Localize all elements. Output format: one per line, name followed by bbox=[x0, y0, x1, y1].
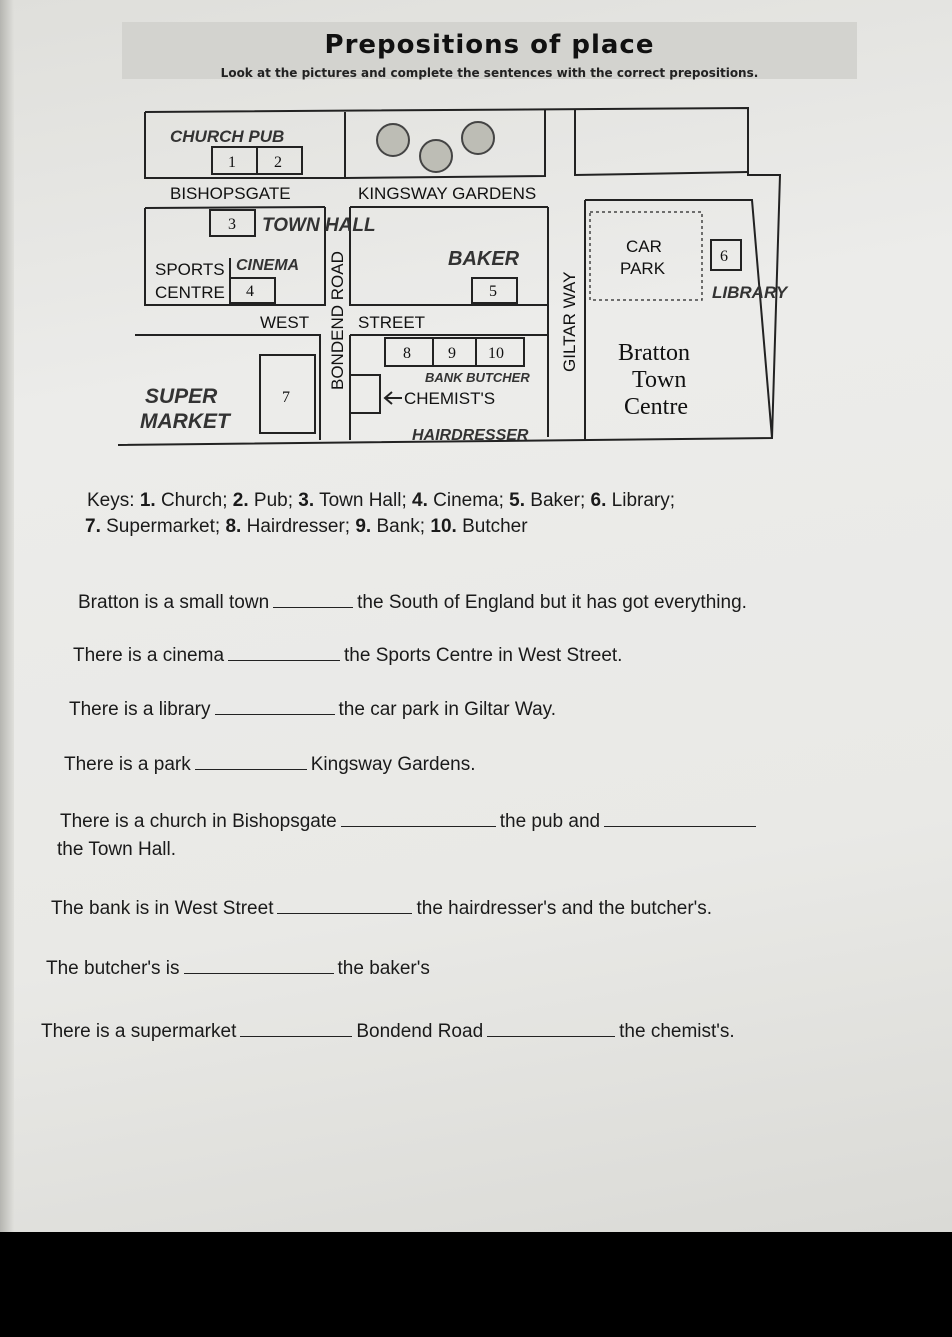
answer-blank-2[interactable] bbox=[228, 659, 340, 661]
map-number-1: 1 bbox=[228, 154, 236, 171]
sentence-1: Bratton is a small town the South of England but it has got everything. bbox=[78, 592, 747, 613]
answer-blank-8b[interactable] bbox=[487, 1035, 615, 1037]
sentence-6: The bank is in West Street the hairdresser's and the butcher's. bbox=[51, 898, 713, 919]
answer-blank-4[interactable] bbox=[195, 768, 307, 770]
town-label: Town bbox=[632, 367, 687, 393]
street-street: STREET bbox=[358, 313, 426, 332]
map-number-3: 3 bbox=[228, 216, 236, 233]
map-number-9: 9 bbox=[448, 345, 456, 362]
park-label: PARK bbox=[620, 259, 666, 278]
library-label: LIBRARY bbox=[712, 283, 788, 302]
answer-blank-1[interactable] bbox=[273, 606, 353, 608]
street-bishopsgate: BISHOPSGATE bbox=[170, 184, 291, 203]
bank-butcher-label: BANK BUTCHER bbox=[425, 370, 530, 385]
sentence-3: There is a library the car park in Giltar Way. bbox=[69, 699, 557, 720]
answer-blank-5a[interactable] bbox=[341, 825, 496, 827]
church-pub-label: CHURCH PUB bbox=[170, 127, 285, 146]
sentence-4: There is a park Kingsway Gardens. bbox=[64, 754, 476, 775]
page-title: Prepositions of place bbox=[324, 30, 655, 60]
answer-blank-3[interactable] bbox=[215, 713, 335, 715]
baker-label: BAKER bbox=[448, 248, 520, 270]
map-number-5: 5 bbox=[489, 283, 497, 300]
bratton-label: Bratton bbox=[618, 340, 690, 366]
map-number-2: 2 bbox=[274, 154, 282, 171]
keys-line-1: Keys: 1. Church; 2. Pub; 3. Town Hall; 4. Cinema; 5. Baker; 6. Library; bbox=[87, 490, 676, 511]
street-giltar-way: GILTAR WAY bbox=[560, 271, 579, 372]
centre2-label: Centre bbox=[624, 394, 688, 420]
centre-label: CENTRE bbox=[155, 283, 225, 302]
answer-blank-8a[interactable] bbox=[240, 1035, 352, 1037]
map-number-8: 8 bbox=[403, 345, 411, 362]
cinema-label: CINEMA bbox=[236, 257, 300, 274]
map-number-6: 6 bbox=[720, 248, 728, 265]
sentence-8: There is a supermarket Bondend Road the chemist's. bbox=[41, 1021, 735, 1042]
sports-label: SPORTS bbox=[155, 260, 225, 279]
market-label: MARKET bbox=[140, 410, 230, 433]
hairdresser-label: HAIRDRESSER bbox=[412, 427, 529, 444]
sentence-7: The butcher's is the baker's bbox=[46, 958, 430, 979]
tree-icons bbox=[377, 122, 494, 172]
street-bondend-road: BONDEND ROAD bbox=[328, 251, 347, 390]
map-number-4: 4 bbox=[246, 283, 254, 300]
map-number-10: 10 bbox=[488, 345, 504, 362]
street-west: WEST bbox=[260, 313, 310, 332]
answer-blank-7[interactable] bbox=[184, 972, 334, 974]
super-label: SUPER bbox=[145, 385, 218, 408]
street-kingsway-gardens: KINGSWAY GARDENS bbox=[358, 184, 537, 203]
chemists-label: CHEMIST'S bbox=[404, 389, 496, 408]
answer-blank-5b[interactable] bbox=[604, 825, 756, 827]
arrow-left-icon bbox=[385, 392, 402, 404]
answer-blank-6[interactable] bbox=[277, 912, 412, 914]
instruction-text: Look at the pictures and complete the sentences with the correct prepositions. bbox=[220, 66, 759, 80]
sentence-5: There is a church in Bishopsgate the pub and bbox=[60, 811, 760, 833]
keys-line-2: 7. Supermarket; 8. Hairdresser; 9. Bank; 10. Butcher bbox=[85, 516, 528, 537]
car-label: CAR bbox=[626, 237, 662, 256]
map-number-7: 7 bbox=[282, 389, 290, 406]
town-hall-label: TOWN HALL bbox=[262, 215, 376, 236]
town-map bbox=[0, 0, 952, 460]
sentence-5-cont: the Town Hall. bbox=[57, 839, 176, 860]
sentence-2: There is a cinema the Sports Centre in West Street. bbox=[73, 645, 623, 666]
